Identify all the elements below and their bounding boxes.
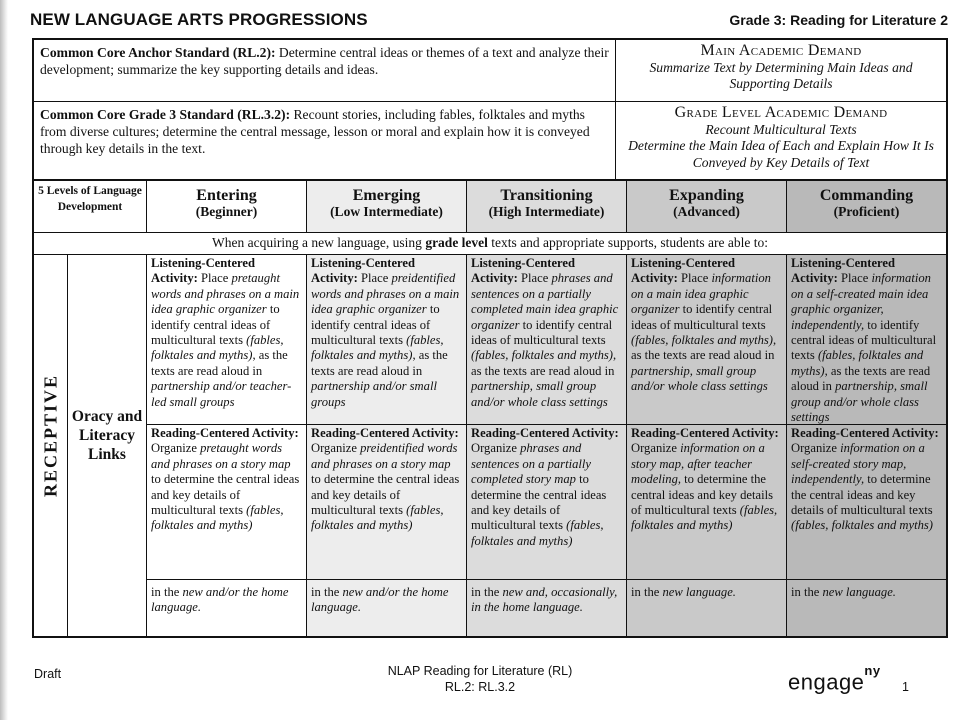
grade-standard-row	[34, 102, 946, 181]
activity-label: Activity:	[791, 271, 842, 286]
reading-title: Reading-Centered	[791, 426, 892, 440]
listening-text: Place preidentified words and phrases on a main idea graphic organizer to identify central ideas of multicultural texts (fables, folktales and myths), as the texts are read aloud in partnership and/or small groups	[311, 271, 460, 409]
intro-pre: When acquiring a new language, using	[212, 235, 426, 250]
listening-activity	[787, 255, 946, 425]
reading-activity	[787, 425, 946, 580]
level-header-expanding	[627, 181, 787, 232]
engageny-logo	[788, 663, 881, 695]
anchor-standard	[34, 40, 616, 101]
strand-label: Oracy and Literacy Links	[68, 255, 147, 636]
footer-line1: NLAP Reading for Literature (RL)	[387, 664, 573, 678]
listening-text: Place pretaught words and phrases on a main idea graphic organizer to identify central ideas of multicultural texts (fables, folktales and myths), as the texts are read aloud in partnership and/or teacher-led small groups	[151, 271, 300, 409]
anchor-standard-label: Common Core Anchor Standard (RL.2):	[40, 45, 276, 60]
reading-text: Organize information on a story map, after teacher modeling, to determine the central ideas and key details of multicultural texts (fables, folktales and myths)	[631, 441, 778, 533]
footer-line2: RL.2: RL.3.2	[444, 680, 516, 694]
footer-draft: Draft	[34, 667, 62, 681]
anchor-standard-text: Determine central ideas or themes of a text and analyze their development; summarize the key supporting details and ideas.	[40, 45, 609, 77]
level-header-emerging	[307, 181, 467, 232]
grade-demand-line1: Recount Multicultural Texts	[705, 121, 857, 137]
grade-standard-text: Recount stories, including fables, folktales and myths from diverse cultures; determine the central message, lesson or moral and explain how it is conveyed through key details in the text.	[40, 107, 590, 156]
level-subtitle: (High Intermediate)	[488, 204, 605, 219]
activity-label: Activity:	[251, 426, 299, 440]
scan-edge-shadow	[0, 0, 8, 720]
listening-text: Place phrases and sentences on a partially completed main idea graphic organizer to identify central ideas of multicultural texts (fables, folktales and myths), as the texts are read aloud in partnership, small group and/or whole class settings	[471, 271, 619, 409]
reading-text: Organize preidentified words and phrases on a story map to determine the central ideas and key details of multicultural texts (fables, folktales and myths)	[311, 441, 460, 533]
level-column-expanding	[627, 255, 787, 636]
language-note: in the new and/or the home language.	[311, 585, 449, 615]
listening-activity	[627, 255, 786, 425]
reading-title: Reading-Centered	[151, 426, 252, 440]
level-column-transitioning	[467, 255, 627, 636]
anchor-standard-row	[34, 40, 946, 102]
listening-text: Place information on a main idea graphic organizer to identify central ideas of multicultural texts (fables, folktales and myths), as the texts are read aloud in partnership, small group and/or whole class settings	[631, 271, 777, 394]
activity-label: Activity:	[471, 271, 522, 286]
footer-center	[360, 663, 600, 695]
level-header-transitioning	[467, 181, 627, 232]
level-name: Emerging	[352, 187, 421, 204]
reading-activity	[467, 425, 626, 580]
logo-sup: ny	[864, 663, 881, 678]
reading-activity	[147, 425, 306, 580]
level-header-entering	[147, 181, 307, 232]
reading-title: Reading-Centered	[471, 426, 572, 440]
level-subtitle: (Beginner)	[195, 204, 258, 219]
level-header-commanding	[787, 181, 946, 232]
listening-title: Listening-Centered	[151, 256, 256, 270]
main-academic-demand	[616, 40, 946, 101]
intro-statement	[34, 233, 946, 255]
level-name: Entering	[196, 187, 257, 204]
main-demand-heading: Main Academic Demand	[700, 42, 862, 59]
activity-label: Activity:	[571, 426, 619, 440]
level-column-entering	[147, 255, 307, 636]
reading-title: Reading-Centered	[631, 426, 732, 440]
listening-text: Place information on a self-created main idea graphic organizer, independently, to identify central ideas of multicultural texts (fables, folktales and myths), as the texts are read aloud in partnership, small group and/or whole class settings	[791, 271, 937, 425]
level-subtitle: (Low Intermediate)	[330, 204, 443, 219]
grade-label: Grade 3: Reading for Literature 2	[729, 12, 948, 28]
progression-table	[32, 38, 948, 638]
listening-activity	[467, 255, 626, 425]
receptive-column	[34, 255, 68, 636]
language-note: in the new language.	[631, 585, 736, 599]
reading-text: Organize phrases and sentences on a partially completed story map to determine the central ideas and key details of multicultural texts (fables, folktales and myths)	[471, 441, 607, 548]
main-demand-text: Summarize Text by Determining Main Ideas and Supporting Details	[649, 59, 913, 91]
activity-label: Activity:	[631, 271, 682, 286]
language-note: in the new language.	[791, 585, 896, 599]
receptive-label: RECEPTIVE	[40, 373, 61, 498]
level-subtitle: (Advanced)	[673, 204, 740, 219]
page-title: NEW LANGUAGE ARTS PROGRESSIONS	[30, 10, 368, 29]
levels-label: 5 Levels of Language Development	[34, 181, 147, 232]
level-column-commanding	[787, 255, 946, 636]
level-subtitle: (Proficient)	[833, 204, 900, 219]
grade-standard	[34, 102, 616, 179]
reading-text: Organize pretaught words and phrases on a story map to determine the central ideas and key details of multicultural texts (fables, folktales and myths)	[151, 441, 300, 533]
level-name: Commanding	[819, 187, 914, 204]
reading-text: Organize information on a self-created story map, independently, to determine the central ideas and key details of multicultural texts (fables, folktales and myths)	[791, 441, 934, 533]
activity-label: Activity:	[891, 426, 939, 440]
listening-title: Listening-Centered	[791, 256, 896, 270]
level-name: Transitioning	[500, 187, 593, 204]
level-name: Expanding	[669, 187, 744, 204]
logo-text: engage	[788, 669, 865, 695]
page-number: 1	[902, 680, 909, 694]
activity-label: Activity:	[731, 426, 779, 440]
reading-title: Reading-Centered	[311, 426, 412, 440]
activity-label: Activity:	[311, 271, 362, 286]
activity-label: Activity:	[151, 271, 202, 286]
grade-demand-heading: Grade Level Academic Demand	[674, 104, 888, 121]
activity-label: Activity:	[411, 426, 459, 440]
grade-demand-line2: Determine the Main Idea of Each and Explain How It Is Conveyed by Key Details of Text	[628, 138, 934, 170]
listening-activity	[307, 255, 466, 425]
intro-post: texts and appropriate supports, students are able to:	[487, 235, 768, 250]
intro-bold: grade level	[425, 235, 488, 250]
grade-standard-label: Common Core Grade 3 Standard (RL.3.2):	[40, 107, 291, 122]
language-note: in the new and/or the home language.	[151, 585, 289, 615]
listening-activity	[147, 255, 306, 425]
listening-title: Listening-Centered	[471, 256, 576, 270]
level-column-emerging	[307, 255, 467, 636]
grade-level-academic-demand	[616, 102, 946, 179]
reading-activity	[627, 425, 786, 580]
listening-title: Listening-Centered	[311, 256, 416, 270]
reading-activity	[307, 425, 466, 580]
language-note: in the new and, occasionally, in the home language.	[471, 585, 618, 615]
levels-header-row	[34, 181, 946, 233]
listening-title: Listening-Centered	[631, 256, 736, 270]
